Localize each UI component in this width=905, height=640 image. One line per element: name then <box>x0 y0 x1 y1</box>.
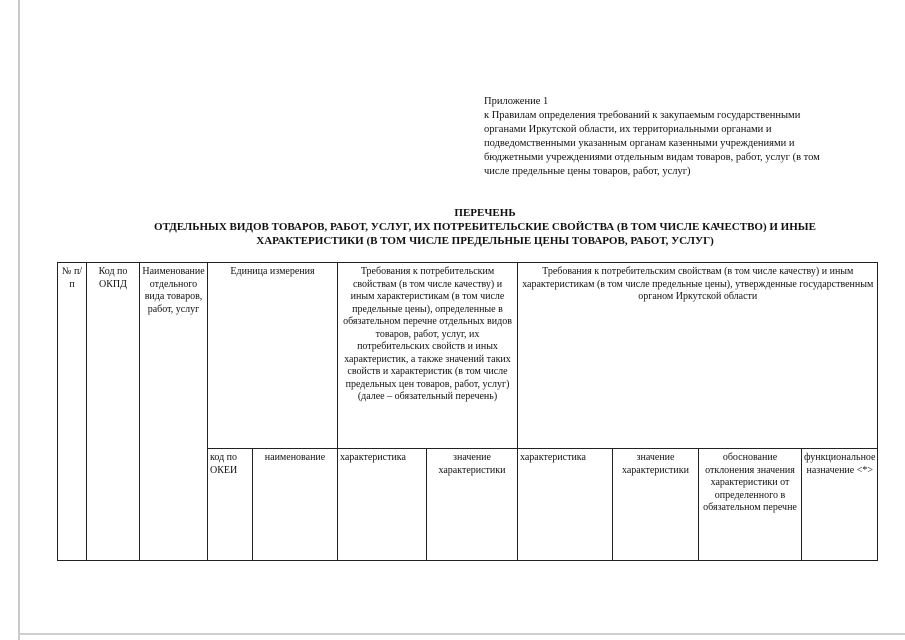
subheader-functional-purpose: функциональное назначение <*> <box>802 449 878 561</box>
header-number: № п/п <box>58 263 87 561</box>
subheader-characteristic-value: значение характеристики <box>613 449 699 561</box>
header-approved-requirements: Требования к потребительским свойствам (в том числе качеству) и иным характеристикам (в том числе предельные цены), утвержденные государственным органом Иркутской области <box>518 263 878 449</box>
appendix-line: Приложение 1 <box>484 96 549 107</box>
scan-edge-left <box>18 0 20 640</box>
appendix-line: подведомственными указанным органам казенными учреждениями и <box>484 138 795 149</box>
subheader-deviation-justification: обоснование отклонения значения характеристики от определенного в обязательном перечне <box>699 449 802 561</box>
subheader-characteristic: характеристика <box>338 449 427 561</box>
subheader-unit-name: наименование <box>253 449 338 561</box>
appendix-line: бюджетными учреждениями отдельным видам товаров, работ, услуг (в том <box>484 152 820 163</box>
appendix-line: органами Иркутской области, их территориальными органами и <box>484 124 772 135</box>
subheader-characteristic: характеристика <box>518 449 613 561</box>
header-mandatory-requirements: Требования к потребительским свойствам (в том числе качеству) и иным характеристикам (в том числе предельные цены), определенные в обязательном перечне отдельных видов товаров, работ, услуг, их потребительских свойств и иных характеристик, а также значений таких свойств и характеристик (в том числе предельных цен товаров, работ, услуг) (далее – обязательный перечень) <box>338 263 518 449</box>
appendix-line: к Правилам определения требований к закупаемым государственными <box>484 110 801 121</box>
title-line-1: ПЕРЕЧЕНЬ <box>454 207 516 219</box>
title-line-2: ОТДЕЛЬНЫХ ВИДОВ ТОВАРОВ, РАБОТ, УСЛУГ, ИХ ПОТРЕБИТЕЛЬСКИЕ СВОЙСТВА (В ТОМ ЧИСЛЕ КАЧЕСТВО) И ИНЫЕ <box>154 221 816 233</box>
subheader-okei-code: код по ОКЕИ <box>208 449 253 561</box>
header-item-name: Наименование отдельного вида товаров, работ, услуг <box>140 263 208 561</box>
requirements-table <box>57 262 878 561</box>
title-line-3: ХАРАКТЕРИСТИКИ (В ТОМ ЧИСЛЕ ПРЕДЕЛЬНЫЕ ЦЕНЫ ТОВАРОВ, РАБОТ, УСЛУГ) <box>256 235 714 247</box>
appendix-note <box>484 95 884 179</box>
subheader-characteristic-value: значение характеристики <box>427 449 518 561</box>
header-okpd-code: Код по ОКПД <box>87 263 140 561</box>
header-unit: Единица измерения <box>208 263 338 449</box>
scan-edge-bottom <box>18 633 905 635</box>
header-row-main <box>58 263 878 449</box>
document-title <box>60 206 905 248</box>
appendix-line: числе предельные цены товаров, работ, услуг) <box>484 166 691 177</box>
